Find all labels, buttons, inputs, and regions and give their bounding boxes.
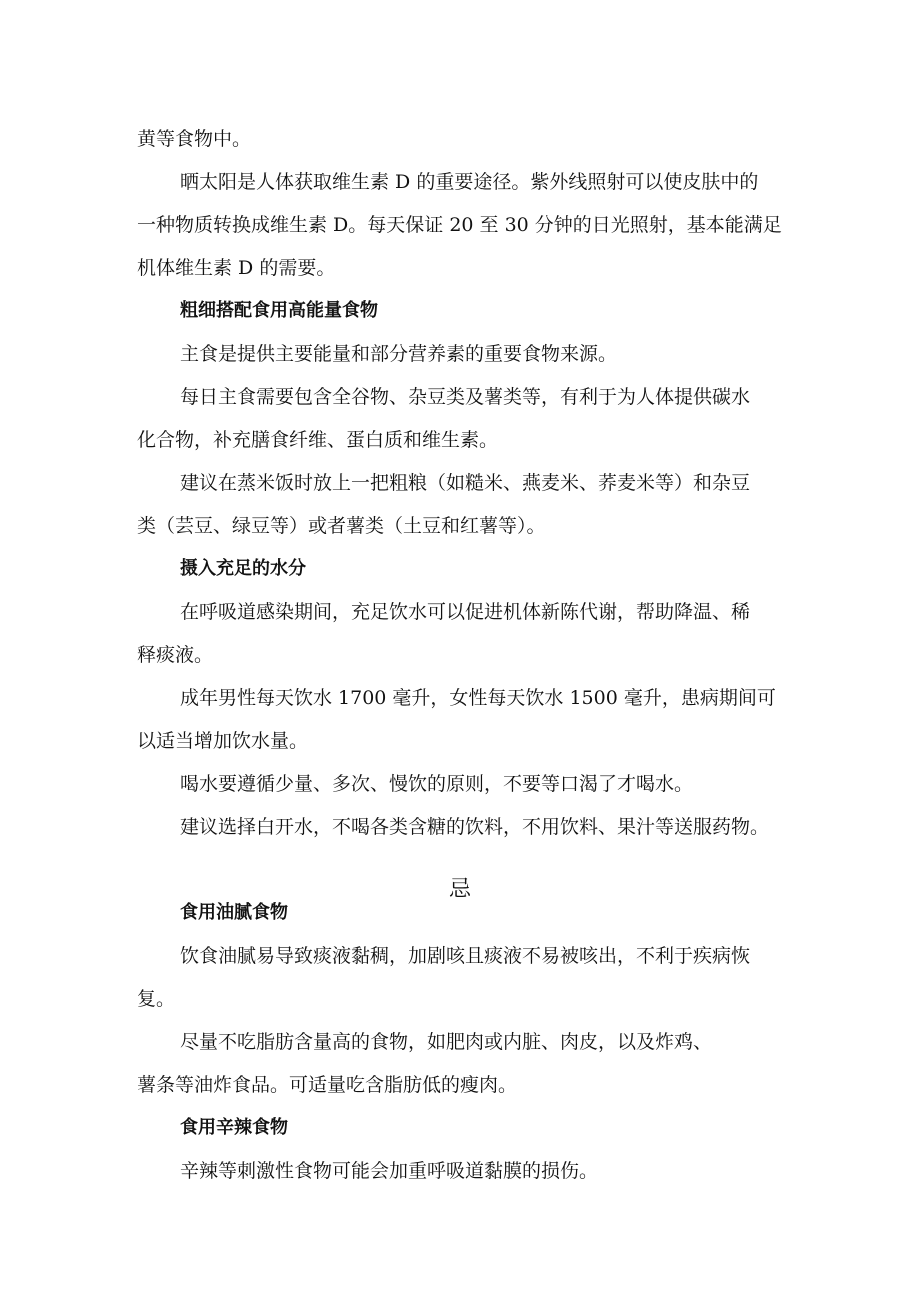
paragraph-line: 饮食油腻易导致痰液黏稠，加剧咳且痰液不易被咳出，不利于疾病恢 [180,945,751,967]
paragraph-line: 主食是提供主要能量和部分营养素的重要食物来源。 [180,343,618,365]
section-title-avoid: 忌 [449,877,472,902]
paragraph-line: 化合物，补充膳食纤维、蛋白质和维生素。 [137,429,499,451]
paragraph-line: 在呼吸道感染期间，充足饮水可以促进机体新陈代谢，帮助降温、稀 [180,601,751,623]
section-heading: 摄入充足的水分 [180,558,306,579]
section-heading: 食用辛辣食物 [180,1117,288,1138]
paragraph-line: 建议选择白开水，不喝各类含糖的饮料，不用饮料、果汁等送服药物。 [180,816,770,838]
paragraph-line: 薯条等油炸食品。可适量吃含脂肪低的瘦肉。 [137,1074,518,1096]
section-heading: 粗细搭配食用高能量食物 [180,300,378,321]
paragraph-line: 成年男性每天饮水 1700 毫升，女性每天饮水 1500 毫升，患病期间可 [180,687,776,709]
paragraph-line: 尽量不吃脂肪含量高的食物，如肥肉或内脏、肉皮，以及炸鸡、 [180,1031,713,1053]
paragraph-line: 机体维生素 D 的需要。 [137,257,336,279]
paragraph-line: 晒太阳是人体获取维生素 D 的重要途径。紫外线照射可以使皮肤中的 [180,171,759,193]
paragraph-line: 释痰液。 [137,644,214,666]
paragraph-line: 类（芸豆、绿豆等）或者薯类（土豆和红薯等）。 [137,515,546,537]
paragraph-line: 黄等食物中。 [137,128,252,150]
paragraph-line: 建议在蒸米饭时放上一把粗粮（如糙米、燕麦米、荞麦米等）和杂豆 [180,472,751,494]
paragraph-line: 每日主食需要包含全谷物、杂豆类及薯类等，有利于为人体提供碳水 [180,386,751,408]
paragraph-line: 喝水要遵循少量、多次、慢饮的原则，不要等口渴了才喝水。 [180,773,694,795]
paragraph-line: 一种物质转换成维生素 D。每天保证 20 至 30 分钟的日光照射，基本能满足 [137,214,782,236]
paragraph-line: 以适当增加饮水量。 [137,730,309,752]
section-heading: 食用油腻食物 [180,902,288,923]
paragraph-line: 辛辣等刺激性食物可能会加重呼吸道黏膜的损伤。 [180,1160,599,1182]
paragraph-line: 复。 [137,988,176,1010]
